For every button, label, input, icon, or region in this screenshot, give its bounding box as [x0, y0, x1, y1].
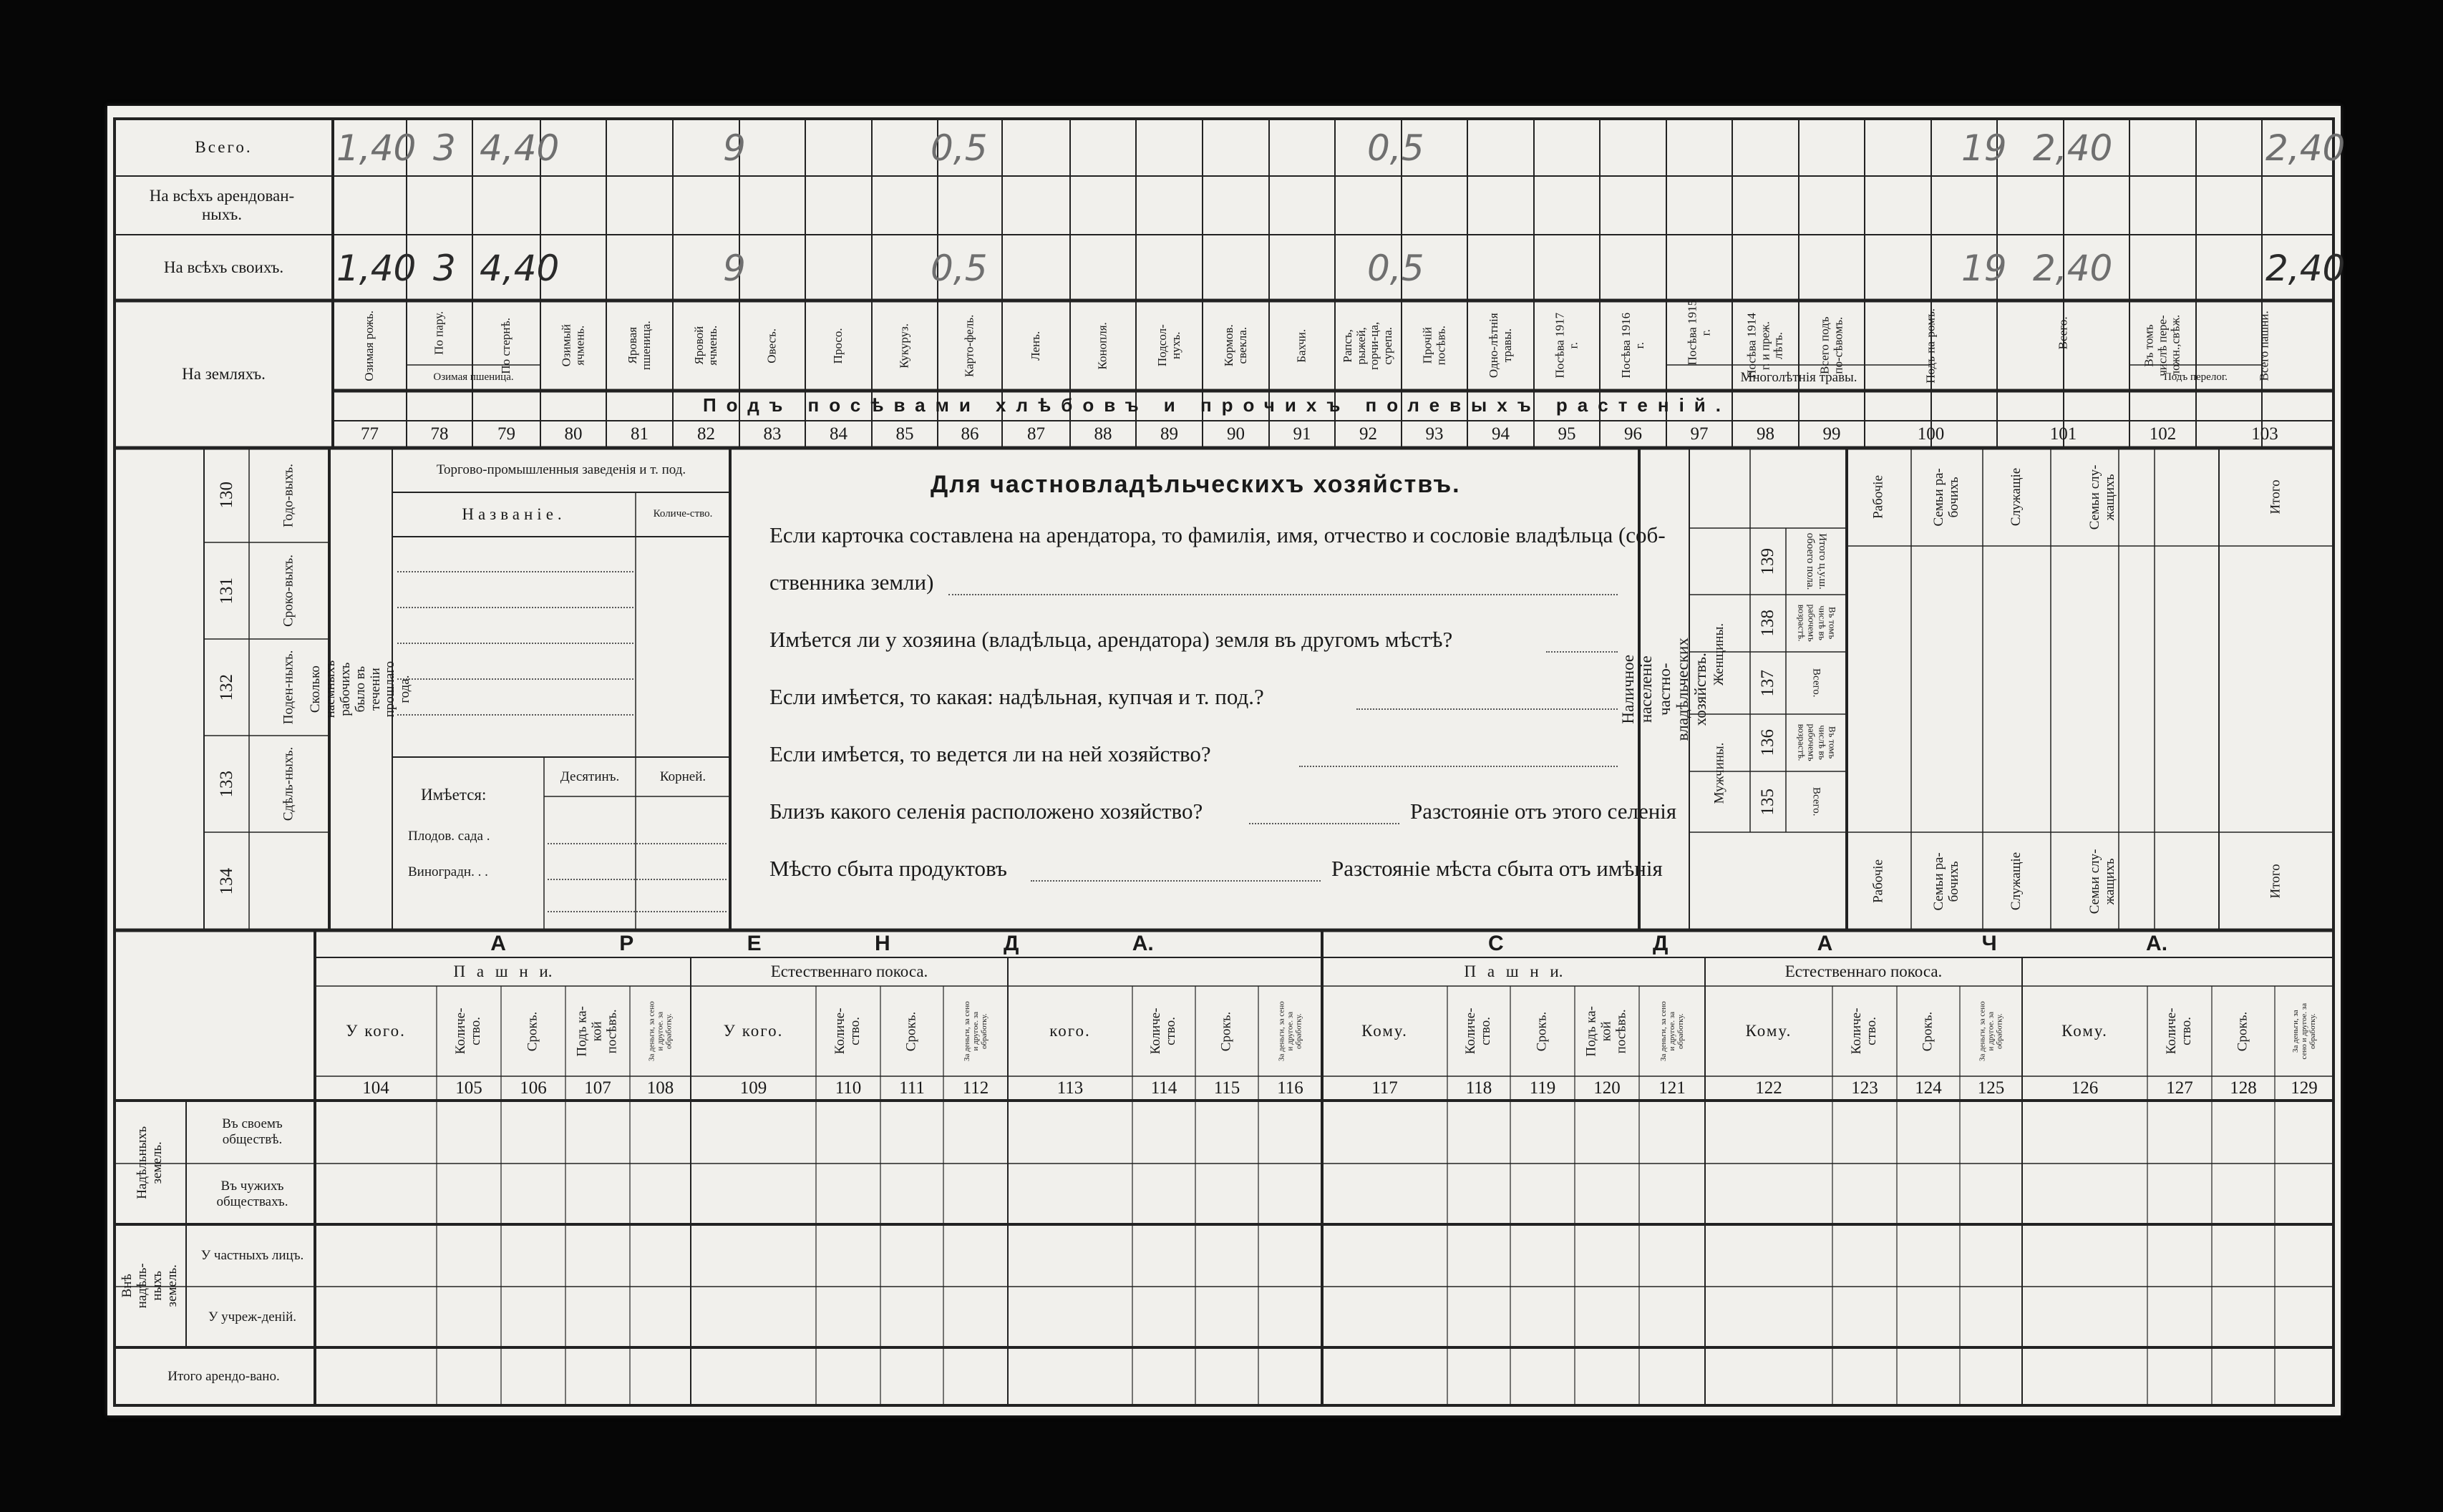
- worker-num-130: 130: [216, 482, 236, 509]
- lease-col-120: Подъ ка-кой посѣвъ.: [1583, 1005, 1629, 1057]
- pop-num-136: 136: [1758, 729, 1778, 756]
- trade-row-4[interactable]: [397, 714, 633, 716]
- crop-num-85: 85: [895, 424, 914, 444]
- population-title: Наличное населеніе частно-владѣльческих хозяйствъ.: [1618, 637, 1709, 741]
- worker-type-133: Сдѣль-ныхъ.: [281, 746, 296, 821]
- lease-num-125: 125: [1977, 1078, 2005, 1098]
- crop-num-88: 88: [1094, 424, 1112, 444]
- lease-num-115: 115: [1213, 1078, 1240, 1098]
- lease-col-126: Кому.: [2061, 1021, 2108, 1040]
- lease-col-112: За деньги, за сено и другое. за обработку.: [962, 1001, 989, 1061]
- answer-2-line[interactable]: [1546, 651, 1618, 653]
- worker-type-130: Годо-выхъ.: [281, 463, 296, 527]
- lease-col-119: Срокъ.: [1534, 1011, 1550, 1051]
- lease-col-113: кого.: [1049, 1021, 1091, 1040]
- staff-bottom-3: Семьи слу-жащихъ: [2087, 849, 2117, 914]
- hw-total-sown: 19: [1961, 127, 2007, 169]
- men-working: Въ томъ числѣ въ рабочемъ возрастѣ.: [1796, 723, 1838, 762]
- lease-num-124: 124: [1915, 1078, 1942, 1098]
- worker-num-132: 132: [216, 673, 236, 701]
- crop-col-103: Всего пашни.: [2257, 310, 2271, 381]
- crop-col-81: Яровая пшеница.: [625, 321, 653, 371]
- crop-num-89: 89: [1160, 424, 1178, 444]
- lease-num-118: 118: [1465, 1078, 1492, 1098]
- crop-num-99: 99: [1822, 424, 1841, 444]
- lease-num-110: 110: [835, 1078, 862, 1098]
- lease-col-116: За деньги, за сено и другое. за обработку.: [1277, 1001, 1303, 1061]
- lease-col-109: У кого.: [723, 1021, 784, 1040]
- crop-col-88: Конопля.: [1095, 321, 1109, 370]
- hw-own-fallow2: 2,40: [2033, 248, 2113, 289]
- crop-col-84: Просо.: [831, 328, 845, 364]
- has-label: Имѣется:: [421, 786, 487, 804]
- hw-own-barley: 9: [723, 248, 746, 289]
- lease-num-109: 109: [739, 1078, 767, 1098]
- crop-col-91: Бахчи.: [1294, 328, 1308, 363]
- crop-band-title: Подъ посѣвами хлѣбовъ и прочихъ полевыхъ растеній.: [702, 394, 1732, 416]
- crop-num-82: 82: [697, 424, 715, 444]
- planting-row-2[interactable]: [548, 911, 727, 912]
- question-5b: Разстояніе отъ этого селенія: [1410, 799, 1677, 824]
- crop-num-90: 90: [1227, 424, 1245, 444]
- lease-num-119: 119: [1529, 1078, 1556, 1098]
- lease-col-125: За деньги, за сено и другое. за обработку.: [1978, 1001, 2004, 1061]
- crop-col-86: Карто-фель.: [962, 314, 976, 377]
- staff-bottom-4: Итого: [2268, 864, 2283, 899]
- staff-top-1: Семьи ра-бочихъ: [1931, 467, 1961, 527]
- hw-total-fallow2: 2,40: [2033, 127, 2113, 169]
- lease-num-112: 112: [962, 1078, 989, 1098]
- perennial-grass-label: Многолѣтнія травы.: [1740, 370, 1857, 386]
- answer-6a-line[interactable]: [1031, 880, 1321, 882]
- lease-col-117: Кому.: [1361, 1021, 1408, 1040]
- question-3: Если имѣется, то какая: надѣльная, купчая и т. под.?: [769, 684, 1264, 709]
- answer-1-line[interactable]: [948, 594, 1618, 595]
- lease-num-117: 117: [1371, 1078, 1398, 1098]
- trade-title: Торгово-промышленныя заведенія и т. под.: [436, 462, 686, 478]
- hw-total-corn: 0,5: [931, 127, 988, 169]
- fallow-label: Подъ перелог.: [2163, 371, 2228, 384]
- crop-num-103: 103: [2251, 424, 2278, 444]
- allotment-group: Надѣльныхъ земель.: [135, 1126, 165, 1199]
- crop-num-83: 83: [763, 424, 782, 444]
- lease-col-108: За деньги, за сено и другое. за обработку.: [647, 1001, 674, 1061]
- hw-own-rye: 1,40: [336, 248, 417, 289]
- crop-col-85: Кукуруз.: [897, 323, 911, 369]
- answer-3-line[interactable]: [1356, 708, 1618, 710]
- question-6a: Мѣсто сбыта продуктовъ: [769, 856, 1007, 881]
- crop-col-93: Прочій посѣвъ.: [1420, 326, 1447, 366]
- lease-col-107: Подъ ка-кой посѣвъ.: [574, 1005, 620, 1057]
- lease-num-111: 111: [899, 1078, 925, 1098]
- hw-own-sown: 19: [1961, 248, 2007, 289]
- crop-col-94: Одно-лѣтнія травы.: [1486, 313, 1514, 379]
- lease-col-121: За деньги, за сено и другое. за обработку.: [1658, 1001, 1686, 1061]
- lease-num-113: 113: [1057, 1078, 1084, 1098]
- staff-top-4: Итого: [2268, 479, 2283, 514]
- staff-bottom-2: Служащіе: [2009, 852, 2024, 911]
- crop-col-100: Подъ па-ромъ.: [1923, 308, 1938, 384]
- worker-type-131: Сроко-выхъ.: [281, 555, 296, 627]
- crop-col-77: Озимая рожь.: [362, 310, 377, 381]
- question-1a: Если карточка составлена на арендатора, то фамилія, имя, отчество и сословіе владѣльца (соб-: [769, 522, 1666, 547]
- crop-col-87: Ленъ.: [1029, 331, 1043, 361]
- lease-num-106: 106: [520, 1078, 547, 1098]
- crop-num-77: 77: [361, 424, 379, 444]
- crop-col-79: По стернѣ.: [499, 317, 513, 374]
- hw-own-plough: 2,40: [2265, 248, 2346, 289]
- staff-top-3: Семьи слу-жащихъ: [2087, 464, 2117, 530]
- hw-total-plough: 2,40: [2265, 127, 2346, 169]
- row-own-society: Въ своемъ обществѣ.: [222, 1116, 283, 1147]
- answer-4-line[interactable]: [1299, 766, 1618, 767]
- answer-5a-line[interactable]: [1249, 823, 1399, 824]
- lease-col-110: Количе-ство.: [832, 1008, 863, 1055]
- lease-col-114: Количе-ство.: [1148, 1008, 1178, 1055]
- hw-own-stubble: 4,40: [480, 248, 560, 289]
- lease-col-111: Срокъ.: [903, 1011, 919, 1051]
- lease-num-122: 122: [1755, 1078, 1782, 1098]
- lease-num-129: 129: [2291, 1078, 2318, 1098]
- women-working: Въ томъ числѣ въ рабочемъ возрастѣ.: [1796, 604, 1838, 643]
- crop-col-101: Всего.: [2056, 316, 2070, 349]
- crop-num-81: 81: [631, 424, 649, 444]
- arenda-hay-header: Естественнаго покоса.: [770, 962, 928, 980]
- hw-own-melon: 0,5: [1367, 248, 1424, 289]
- crop-col-98: Посѣва 1914 г. и преж. лѣтъ.: [1744, 313, 1785, 379]
- arenda-title: А Р Е Н Д А.: [490, 931, 1154, 955]
- row-private-persons: У частныхъ лицъ.: [200, 1247, 304, 1263]
- trade-row-0[interactable]: [397, 571, 633, 572]
- census-card: [107, 106, 2346, 1415]
- women-total: Всего.: [1810, 668, 1822, 698]
- crop-num-100: 100: [1917, 424, 1945, 444]
- worker-num-133: 133: [216, 770, 236, 798]
- lease-col-123: Количе-ство.: [1849, 1008, 1879, 1055]
- lease-col-104: У кого.: [346, 1021, 406, 1040]
- lease-num-114: 114: [1150, 1078, 1177, 1098]
- hw-total-rye: 1,40: [336, 127, 417, 169]
- lease-col-128: Срокъ.: [2235, 1011, 2250, 1051]
- pop-total: Итого ц.у.ш. обоего пола.: [1805, 532, 1828, 590]
- trade-qty-header: Количе-ство.: [653, 508, 713, 520]
- lease-num-120: 120: [1593, 1078, 1621, 1098]
- crop-num-91: 91: [1293, 424, 1311, 444]
- crop-col-102: Въ томъ числѣ пере-ложн.,свѣж.: [2142, 314, 2182, 377]
- staff-top-0: Рабочіе: [1870, 475, 1886, 519]
- women-label: Женщины.: [1711, 623, 1727, 686]
- lease-num-126: 126: [2071, 1078, 2099, 1098]
- crop-num-94: 94: [1492, 424, 1510, 444]
- crop-num-92: 92: [1359, 424, 1377, 444]
- sdacha-title: С Д А Ч А.: [1487, 931, 2168, 955]
- hw-own-fallow: 3: [433, 248, 456, 289]
- pop-num-139: 139: [1758, 547, 1778, 575]
- lease-num-108: 108: [646, 1078, 674, 1098]
- sdacha-hay-header: Естественнаго покоса.: [1784, 962, 1943, 980]
- hw-total-barley: 9: [723, 127, 746, 169]
- hw-own-corn: 0,5: [931, 248, 988, 289]
- question-5a: Близъ какого селенія расположено хозяйство?: [769, 799, 1203, 824]
- hw-total-melon: 0,5: [1367, 127, 1424, 169]
- winter-wheat-label: Озимая пшеница.: [433, 371, 514, 384]
- private-title: Для частновладѣльческихъ хозяйствъ.: [931, 471, 1461, 498]
- crop-num-93: 93: [1425, 424, 1444, 444]
- sdacha-plough-header: П а ш н и.: [1464, 962, 1563, 980]
- worker-num-131: 131: [216, 577, 236, 605]
- row-institutions: У учреж-деній.: [208, 1309, 297, 1325]
- staff-bottom-0: Рабочіе: [1870, 859, 1886, 903]
- pop-num-135: 135: [1758, 788, 1778, 816]
- planting-row-0[interactable]: [548, 843, 727, 844]
- crop-num-87: 87: [1027, 424, 1045, 444]
- worker-num-134: 134: [216, 867, 236, 895]
- lease-col-118: Количе-ство.: [1463, 1008, 1493, 1055]
- arenda-plough-header: П а ш н и.: [453, 962, 553, 980]
- crop-col-95: Посѣва 1917 г.: [1553, 313, 1580, 379]
- pop-num-138: 138: [1758, 610, 1778, 637]
- question-1b: ственника земли): [769, 570, 934, 595]
- non-allotment-group: Внѣ надѣль-ныхъ земель.: [120, 1263, 180, 1309]
- crop-col-92: Рапсъ, рыжей, горчи-ца, сурепа.: [1341, 321, 1395, 370]
- lease-col-105: Количе-ство.: [453, 1008, 483, 1055]
- crop-num-102: 102: [2149, 424, 2177, 444]
- crop-num-95: 95: [1558, 424, 1576, 444]
- pop-num-137: 137: [1758, 669, 1778, 697]
- row-total-rented: Итого арендо-вано.: [167, 1368, 280, 1384]
- lease-col-115: Срокъ.: [1218, 1011, 1234, 1051]
- staff-bottom-1: Семьи ра-бочихъ: [1931, 852, 1961, 911]
- crop-num-96: 96: [1624, 424, 1642, 444]
- row-label-lands: На земляхъ.: [182, 364, 266, 383]
- lease-num-128: 128: [2230, 1078, 2257, 1098]
- korn-header: Корней.: [659, 769, 706, 784]
- workers-title: Сколько наемныхъ рабочихъ было въ теченіи прошлаго года.: [307, 660, 413, 718]
- vineyard-label: Виноградн. . .: [408, 864, 488, 879]
- lease-num-127: 127: [2166, 1078, 2193, 1098]
- crop-col-97: Посѣва 1915 г.: [1685, 300, 1712, 366]
- lease-num-116: 116: [1277, 1078, 1303, 1098]
- row-label-rented: На всѣхъ арендован-ныхъ.: [149, 186, 295, 223]
- crop-num-97: 97: [1690, 424, 1709, 444]
- garden-label: Плодов. сада .: [408, 829, 490, 844]
- crop-col-80: Озимый ячмень.: [559, 324, 586, 367]
- crop-col-83: Овесъ.: [764, 328, 779, 364]
- crop-col-78: По пару.: [432, 311, 446, 355]
- hw-total-stubble: 4,40: [480, 127, 560, 169]
- crop-num-79: 79: [497, 424, 515, 444]
- crop-col-89: Подсол-нухъ.: [1155, 324, 1182, 367]
- crop-col-82: Яровой ячмень.: [691, 326, 719, 366]
- worker-type-132: Поден-ныхъ.: [281, 650, 296, 725]
- dess-header: Десятинъ.: [560, 769, 620, 784]
- lease-col-124: Срокъ.: [1920, 1011, 1936, 1051]
- men-label: Мужчины.: [1711, 742, 1727, 804]
- lease-num-123: 123: [1851, 1078, 1878, 1098]
- men-total: Всего.: [1810, 787, 1822, 816]
- crop-col-96: Посѣва 1916 г.: [1618, 313, 1646, 379]
- hw-total-fallow: 3: [433, 127, 456, 169]
- row-label-own: На всѣхъ своихъ.: [163, 258, 284, 276]
- crop-num-84: 84: [830, 424, 847, 444]
- lease-col-106: Срокъ.: [525, 1011, 540, 1051]
- crop-num-86: 86: [961, 424, 979, 444]
- planting-row-1[interactable]: [548, 879, 727, 880]
- lease-col-129: За деньги, за сено и другое. за обработку.: [2291, 1003, 2318, 1060]
- lease-num-121: 121: [1658, 1078, 1686, 1098]
- row-other-society: Въ чужихъ обществахъ.: [216, 1178, 288, 1209]
- worker-type-134: [249, 832, 329, 930]
- row-label-total: Всего.: [195, 137, 253, 156]
- crop-num-101: 101: [2049, 424, 2077, 444]
- lease-col-127: Количе-ство.: [2164, 1008, 2194, 1055]
- crop-num-98: 98: [1757, 424, 1774, 444]
- question-4: Если имѣется, то ведется ли на ней хозяйство?: [769, 741, 1211, 766]
- lease-num-105: 105: [455, 1078, 482, 1098]
- trade-row-2[interactable]: [397, 643, 633, 644]
- lease-num-107: 107: [584, 1078, 611, 1098]
- crop-num-80: 80: [564, 424, 583, 444]
- question-6b: Разстояніе мѣста сбыта отъ имѣнія: [1331, 856, 1663, 881]
- question-2: Имѣется ли у хозяина (владѣльца, арендатора) земля въ другомъ мѣстѣ?: [769, 627, 1453, 652]
- crop-col-90: Кормов. свекла.: [1221, 324, 1249, 367]
- crop-col-99: Всего подъ по-сѣвомъ.: [1817, 316, 1845, 375]
- crop-num-78: 78: [430, 424, 449, 444]
- lease-col-122: Кому.: [1745, 1021, 1792, 1040]
- staff-top-2: Служащіе: [2009, 467, 2024, 527]
- trade-row-1[interactable]: [397, 607, 633, 608]
- trade-row-3[interactable]: [397, 678, 633, 680]
- lease-num-104: 104: [362, 1078, 389, 1098]
- trade-name-header: Названіе.: [462, 504, 566, 523]
